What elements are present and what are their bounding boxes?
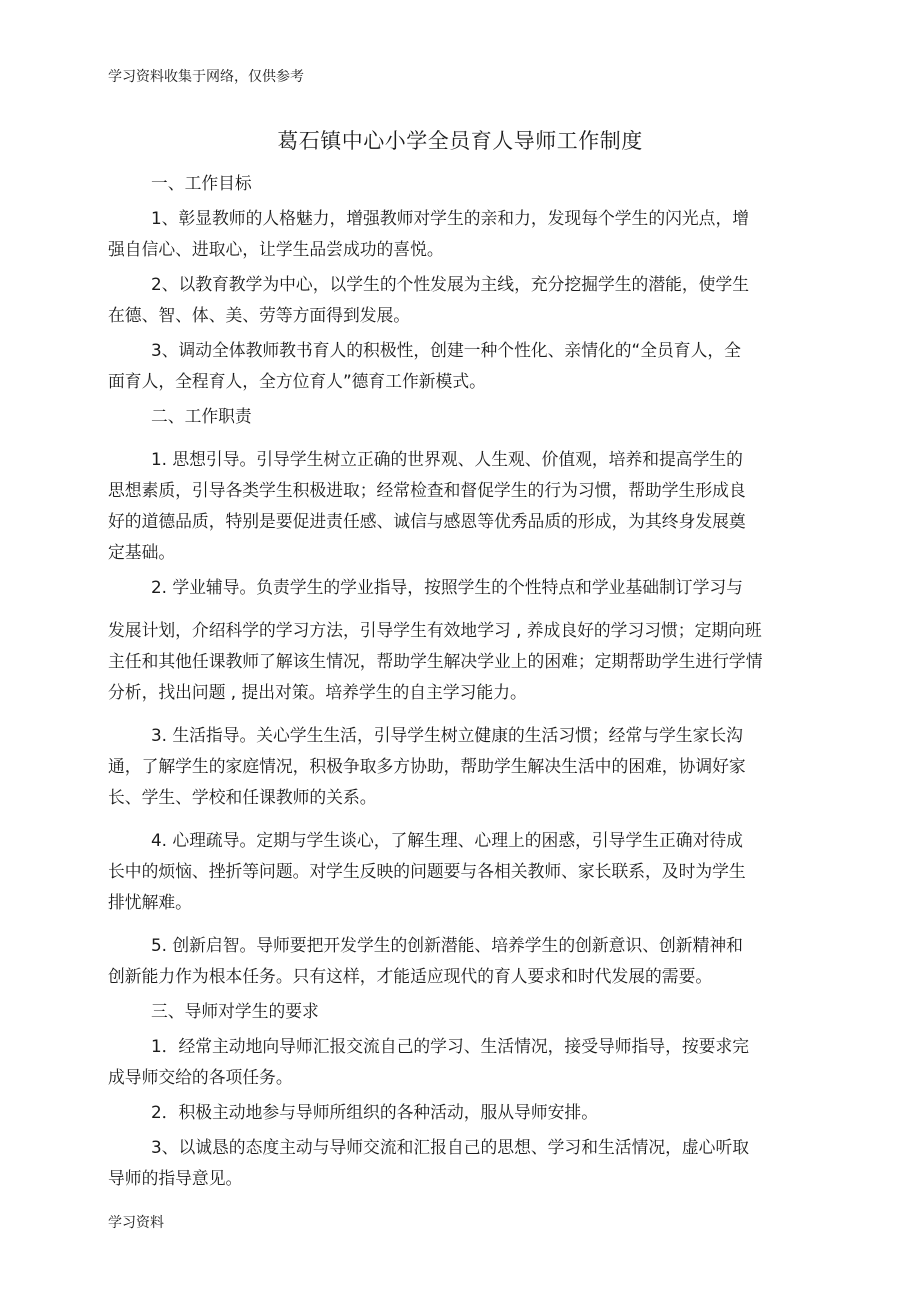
paragraph-line: 1．经常主动地向导师汇报交流自己的学习、生活情况，接受导师指导，按要求完 <box>151 1036 750 1056</box>
paragraph-line: 定基础。 <box>108 542 176 562</box>
paragraph-line: 1、彰显教师的人格魅力，增强教师对学生的亲和力，发现每个学生的闪光点，增 <box>151 208 750 228</box>
paragraph-line: 4. 心理疏导。定期与学生谈心，了解生理、心理上的困惑，引导学生正确对待成 <box>151 830 743 850</box>
paragraph-line: 3. 生活指导。关心学生生活，引导学生树立健康的生活习惯；经常与学生家长沟 <box>151 725 743 745</box>
paragraph-line: 发展计划，介绍科学的学习方法，引导学生有效地学习 , 养成良好的学习习惯；定期向班 <box>108 620 762 640</box>
section-heading-3: 三、导师对学生的要求 <box>151 1001 319 1021</box>
paragraph-line: 排忧解难。 <box>108 892 192 912</box>
document-title: 葛石镇中心小学全员育人导师工作制度 <box>277 129 643 153</box>
paragraph-line: 面育人，全程育人，全方位育人”德育工作新模式。 <box>108 371 486 391</box>
paragraph-line: 导师的指导意见。 <box>108 1168 243 1188</box>
paragraph-line: 3、以诚恳的态度主动与导师交流和汇报自己的思想、学习和生活情况，虚心听取 <box>151 1137 750 1157</box>
section-heading-2: 二、工作职责 <box>151 406 252 426</box>
page-footer: 学习资料 <box>108 1215 164 1231</box>
paragraph-line: 强自信心、进取心，让学生品尝成功的喜悦。 <box>108 239 444 259</box>
page-header: 学习资料收集于网络，仅供参考 <box>108 69 304 85</box>
paragraph-line: 成导师交给的各项任务。 <box>108 1067 293 1087</box>
paragraph-line: 思想素质，引导各类学生积极进取；经常检查和督促学生的行为习惯，帮助学生形成良 <box>108 480 746 500</box>
paragraph-line: 在德、智、体、美、劳等方面得到发展。 <box>108 305 411 325</box>
paragraph-line: 长中的烦恼、挫折等问题。对学生反映的问题要与各相关教师、家长联系，及时为学生 <box>108 861 746 881</box>
paragraph-line: 分析，找出问题 , 提出对策。培养学生的自主学习能力。 <box>108 682 527 702</box>
section-heading-1: 一、工作目标 <box>151 173 252 193</box>
document-body <box>108 168 778 1194</box>
paragraph-line: 好的道德品质，特别是要促进责任感、诚信与感恩等优秀品质的形成，为其终身发展奠 <box>108 511 746 531</box>
paragraph-line: 主任和其他任课教师了解该生情况，帮助学生解决学业上的困难；定期帮助学生进行学情 <box>108 651 763 671</box>
paragraph-line: 创新能力作为根本任务。只有这样，才能适应现代的育人要求和时代发展的需要。 <box>108 966 713 986</box>
paragraph-line: 2．积极主动地参与导师所组织的各种活动，服从导师安排。 <box>151 1102 598 1122</box>
paragraph-line: 长、学生、学校和任课教师的关系。 <box>108 787 377 807</box>
paragraph-line: 3、调动全体教师教书育人的积极性，创建一种个性化、亲情化的“全员育人，全 <box>151 340 741 360</box>
paragraph-line: 1. 思想引导。引导学生树立正确的世界观、人生观、价值观，培养和提高学生的 <box>151 449 743 469</box>
paragraph-line: 通，了解学生的家庭情况，积极争取多方协助，帮助学生解决生活中的困难，协调好家 <box>108 756 746 776</box>
paragraph-line: 2、以教育教学为中心，以学生的个性发展为主线，充分挖掘学生的潜能，使学生 <box>151 274 750 294</box>
paragraph-line: 5. 创新启智。导师要把开发学生的创新潜能、培养学生的创新意识、创新精神和 <box>151 935 743 955</box>
paragraph-line: 2. 学业辅导。负责学生的学业指导，按照学生的个性特点和学业基础制订学习与 <box>151 577 743 597</box>
